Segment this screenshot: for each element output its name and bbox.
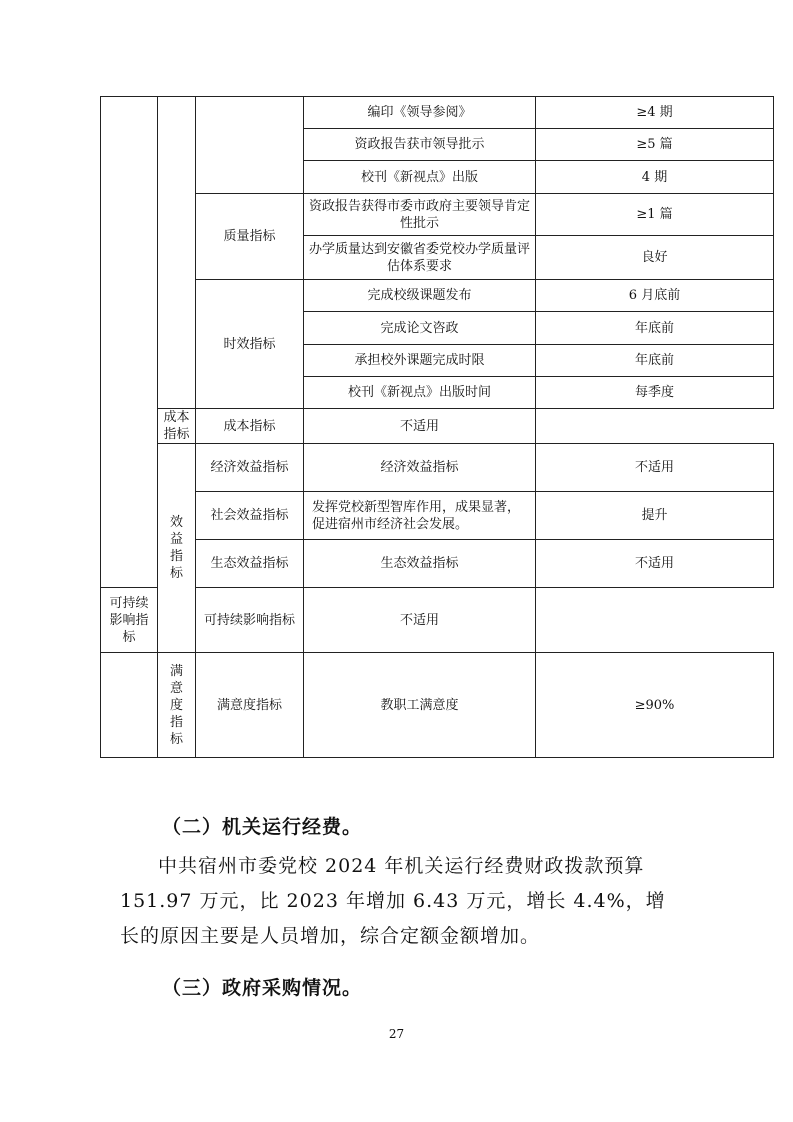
- timeliness-category: 时效指标: [196, 280, 304, 409]
- indicator-value: 良好: [536, 236, 774, 280]
- indicator-value: ≥4 期: [536, 97, 774, 129]
- indicator-name: 校刊《新视点》出版时间: [304, 377, 536, 409]
- indicator-name: 可持续影响指标: [196, 588, 304, 653]
- indicator-name: 承担校外课题完成时限: [304, 345, 536, 377]
- benefit-category: 经济效益指标: [196, 444, 304, 492]
- indicator-value: 年底前: [536, 312, 774, 345]
- indicator-value: ≥1 篇: [536, 194, 774, 236]
- indicator-name: 完成校级课题发布: [304, 280, 536, 312]
- satisfaction-group-text: 满意度指标: [169, 663, 183, 747]
- indicator-name: 校刊《新视点》出版: [304, 161, 536, 194]
- first-level-indicator-cell: [101, 653, 158, 758]
- indicator-name: 完成论文咨政: [304, 312, 536, 345]
- indicator-name: 成本指标: [196, 409, 304, 444]
- second-level-indicator-cell: [158, 97, 196, 409]
- indicator-value: 不适用: [304, 409, 536, 444]
- performance-indicator-table: [100, 96, 773, 758]
- indicator-name: 生态效益指标: [304, 540, 536, 588]
- benefit-group-text: 效益指标: [169, 515, 183, 581]
- indicator-value: 年底前: [536, 345, 774, 377]
- quality-category: 质量指标: [196, 194, 304, 280]
- indicator-value: ≥5 篇: [536, 129, 774, 161]
- satisfaction-category: 满意度指标: [196, 653, 304, 758]
- indicator-name: 教职工满意度: [304, 653, 536, 758]
- benefit-category: 可持续影响指标: [101, 588, 158, 653]
- cost-category: 成本指标: [158, 409, 196, 444]
- page-number: 27: [388, 1027, 405, 1041]
- indicator-value: 不适用: [536, 540, 774, 588]
- indicator-name: 办学质量达到安徽省委党校办学质量评估体系要求: [304, 236, 536, 280]
- indicator-value: 每季度: [536, 377, 774, 409]
- indicator-name: 编印《领导参阅》: [304, 97, 536, 129]
- indicator-name: 经济效益指标: [304, 444, 536, 492]
- indicator-name: 发挥党校新型智库作用，成果显著，促进宿州市经济社会发展。: [304, 492, 536, 540]
- section-heading-procurement: （三）政府采购情况。: [162, 977, 363, 999]
- satisfaction-group-label: [158, 653, 196, 758]
- benefit-group-label: [158, 444, 196, 653]
- benefit-category: 生态效益指标: [196, 540, 304, 588]
- indicator-value: 4 期: [536, 161, 774, 194]
- quantity-category-cell: [196, 97, 304, 194]
- indicator-name: 资政报告获得市委市政府主要领导肯定性批示: [304, 194, 536, 236]
- operating-funds-paragraph: 中共宿州市委党校 2024 年机关运行经费财政拨款预算 151.97 万元，比 2023 年增加 6.43 万元，增长 4.4%，增长的原因主要是人员增加，综合定额金额增加。: [120, 855, 666, 947]
- section-heading-operating-funds: （二）机关运行经费。: [162, 816, 363, 838]
- indicator-value: 6 月底前: [536, 280, 774, 312]
- benefit-category: 社会效益指标: [196, 492, 304, 540]
- indicator-name: 资政报告获市领导批示: [304, 129, 536, 161]
- indicator-value: 不适用: [304, 588, 536, 653]
- first-level-indicator-cell: [101, 97, 158, 588]
- indicator-value: ≥90%: [536, 653, 774, 758]
- indicator-value: 提升: [536, 492, 774, 540]
- indicator-value: 不适用: [536, 444, 774, 492]
